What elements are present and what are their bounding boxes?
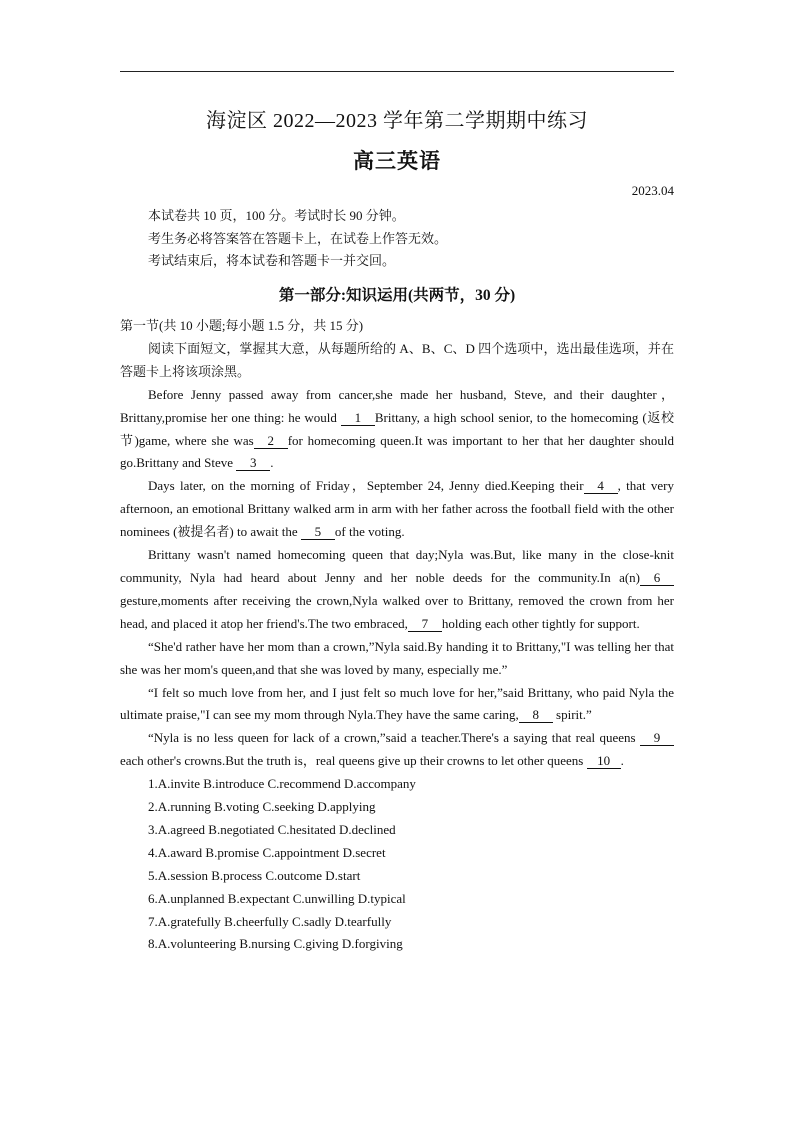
exam-title: 海淀区 2022—2023 学年第二学期期中练习 xyxy=(206,110,588,132)
blank-9: 9 xyxy=(640,731,674,746)
option-line: 2.A.running B.voting C.seeking D.applying xyxy=(148,799,376,815)
passage-text: gesture,moments after receiving the crown,Nyla walked over to Brittany, removed the crown from her head, and placed it atop her friend's.The two embraced, xyxy=(120,592,674,631)
passage-text: Before Jenny passed away from cancer,she made her husband, Steve, and their daughter，Brittany,promise her one thing: he would xyxy=(120,386,674,425)
answer-options xyxy=(120,773,674,956)
passage-text: each other's crowns.But the truth is，real queens give up their crowns to let other queens xyxy=(120,753,587,769)
passage-text: . xyxy=(270,455,274,471)
option-line: 7.A.gratefully B.cheerfully C.sadly D.tearfully xyxy=(148,913,392,929)
exam-content xyxy=(120,315,674,956)
option-line: 8.A.volunteering B.nursing C.giving D.forgiving xyxy=(148,936,403,952)
note-line: 考生务必将答案答在答题卡上，在试卷上作答无效。 xyxy=(148,230,448,246)
blank-10: 10 xyxy=(587,754,621,769)
exam-subtitle: 高三英语 xyxy=(353,149,441,173)
part-title: 第一部分:知识运用(共两节，30 分) xyxy=(278,287,516,304)
option-line: 5.A.session B.process C.outcome D.start xyxy=(148,867,361,883)
blank-2: 2 xyxy=(254,434,288,449)
blank-7: 7 xyxy=(408,617,442,632)
passage-text: “Nyla is no less queen for lack of a crown,”said a teacher.There's a saying that real queens xyxy=(148,730,640,746)
passage-paragraph: “She'd rather have her mom than a crown,”Nyla said.By handing it to Brittany,"I was telling her that she was her mom's queen,and that she was loved by many, especially me.” xyxy=(120,638,674,677)
passage-text: spirit.” xyxy=(552,707,592,723)
top-rule xyxy=(120,71,674,72)
passage-text: holding each other tightly for support. xyxy=(441,615,640,631)
passage-paragraph xyxy=(120,727,674,773)
note-line: 本试卷共 10 页，100 分。考试时长 90 分钟。 xyxy=(148,208,405,223)
option-line: 1.A.invite B.introduce C.recommend D.accompany xyxy=(148,776,416,792)
passage-text: Days later, on the morning of Friday，September 24, Jenny died.Keeping their xyxy=(148,478,584,494)
passage-text: of the voting. xyxy=(334,524,405,540)
blank-6: 6 xyxy=(640,571,674,586)
passage-paragraph xyxy=(120,475,674,544)
passage-paragraph xyxy=(120,384,674,476)
option-line: 6.A.unplanned B.expectant C.unwilling D.typical xyxy=(148,890,406,906)
section-instructions: 阅读下面短文，掌握其大意，从每题所给的 A、B、C、D 四个选项中，选出最佳选项，并在答题卡上将该项涂黑。 xyxy=(120,340,674,379)
passage-text: “I felt so much love from her, and I just felt so much love for her,”said Brittany, who paid Nyla the ultimate praise,"I can see my mom through Nyla.They have the same caring, xyxy=(120,684,674,723)
blank-5: 5 xyxy=(301,525,335,540)
section-heading: 第一节(共 10 小题;每小题 1.5 分，共 15 分) xyxy=(120,318,364,333)
passage-text: Brittany, a high school senior, to the homecoming (返校节)game, where she was xyxy=(120,409,674,448)
blank-4: 4 xyxy=(584,479,618,494)
blank-8: 8 xyxy=(519,708,553,723)
option-line: 4.A.award B.promise C.appointment D.secret xyxy=(148,844,386,860)
passage-text: . xyxy=(620,753,624,769)
note-line: 考试结束后，将本试卷和答题卡一并交回。 xyxy=(148,253,396,268)
blank-3: 3 xyxy=(236,456,270,471)
passage-text: Brittany wasn't named homecoming queen that day;Nyla was.But, like many in the close-knit community, Nyla had heard about Jenny and her noble deeds for the community.In a(n) xyxy=(120,547,674,585)
exam-date: 2023.04 xyxy=(631,183,674,198)
passage-paragraph xyxy=(120,544,674,636)
blank-1: 1 xyxy=(341,411,375,426)
option-line: 3.A.agreed B.negotiated C.hesitated D.declined xyxy=(148,821,396,837)
passage-text: for homecoming queen.It was important to her that her daughter should go.Brittany and Steve xyxy=(120,432,675,471)
passage-text: , that very afternoon, an emotional Brittany walked arm in arm with her father across the football field with the other nominees (被提名者) to await the xyxy=(120,478,675,540)
passage-paragraph xyxy=(120,682,674,728)
exam-notes xyxy=(148,205,447,273)
